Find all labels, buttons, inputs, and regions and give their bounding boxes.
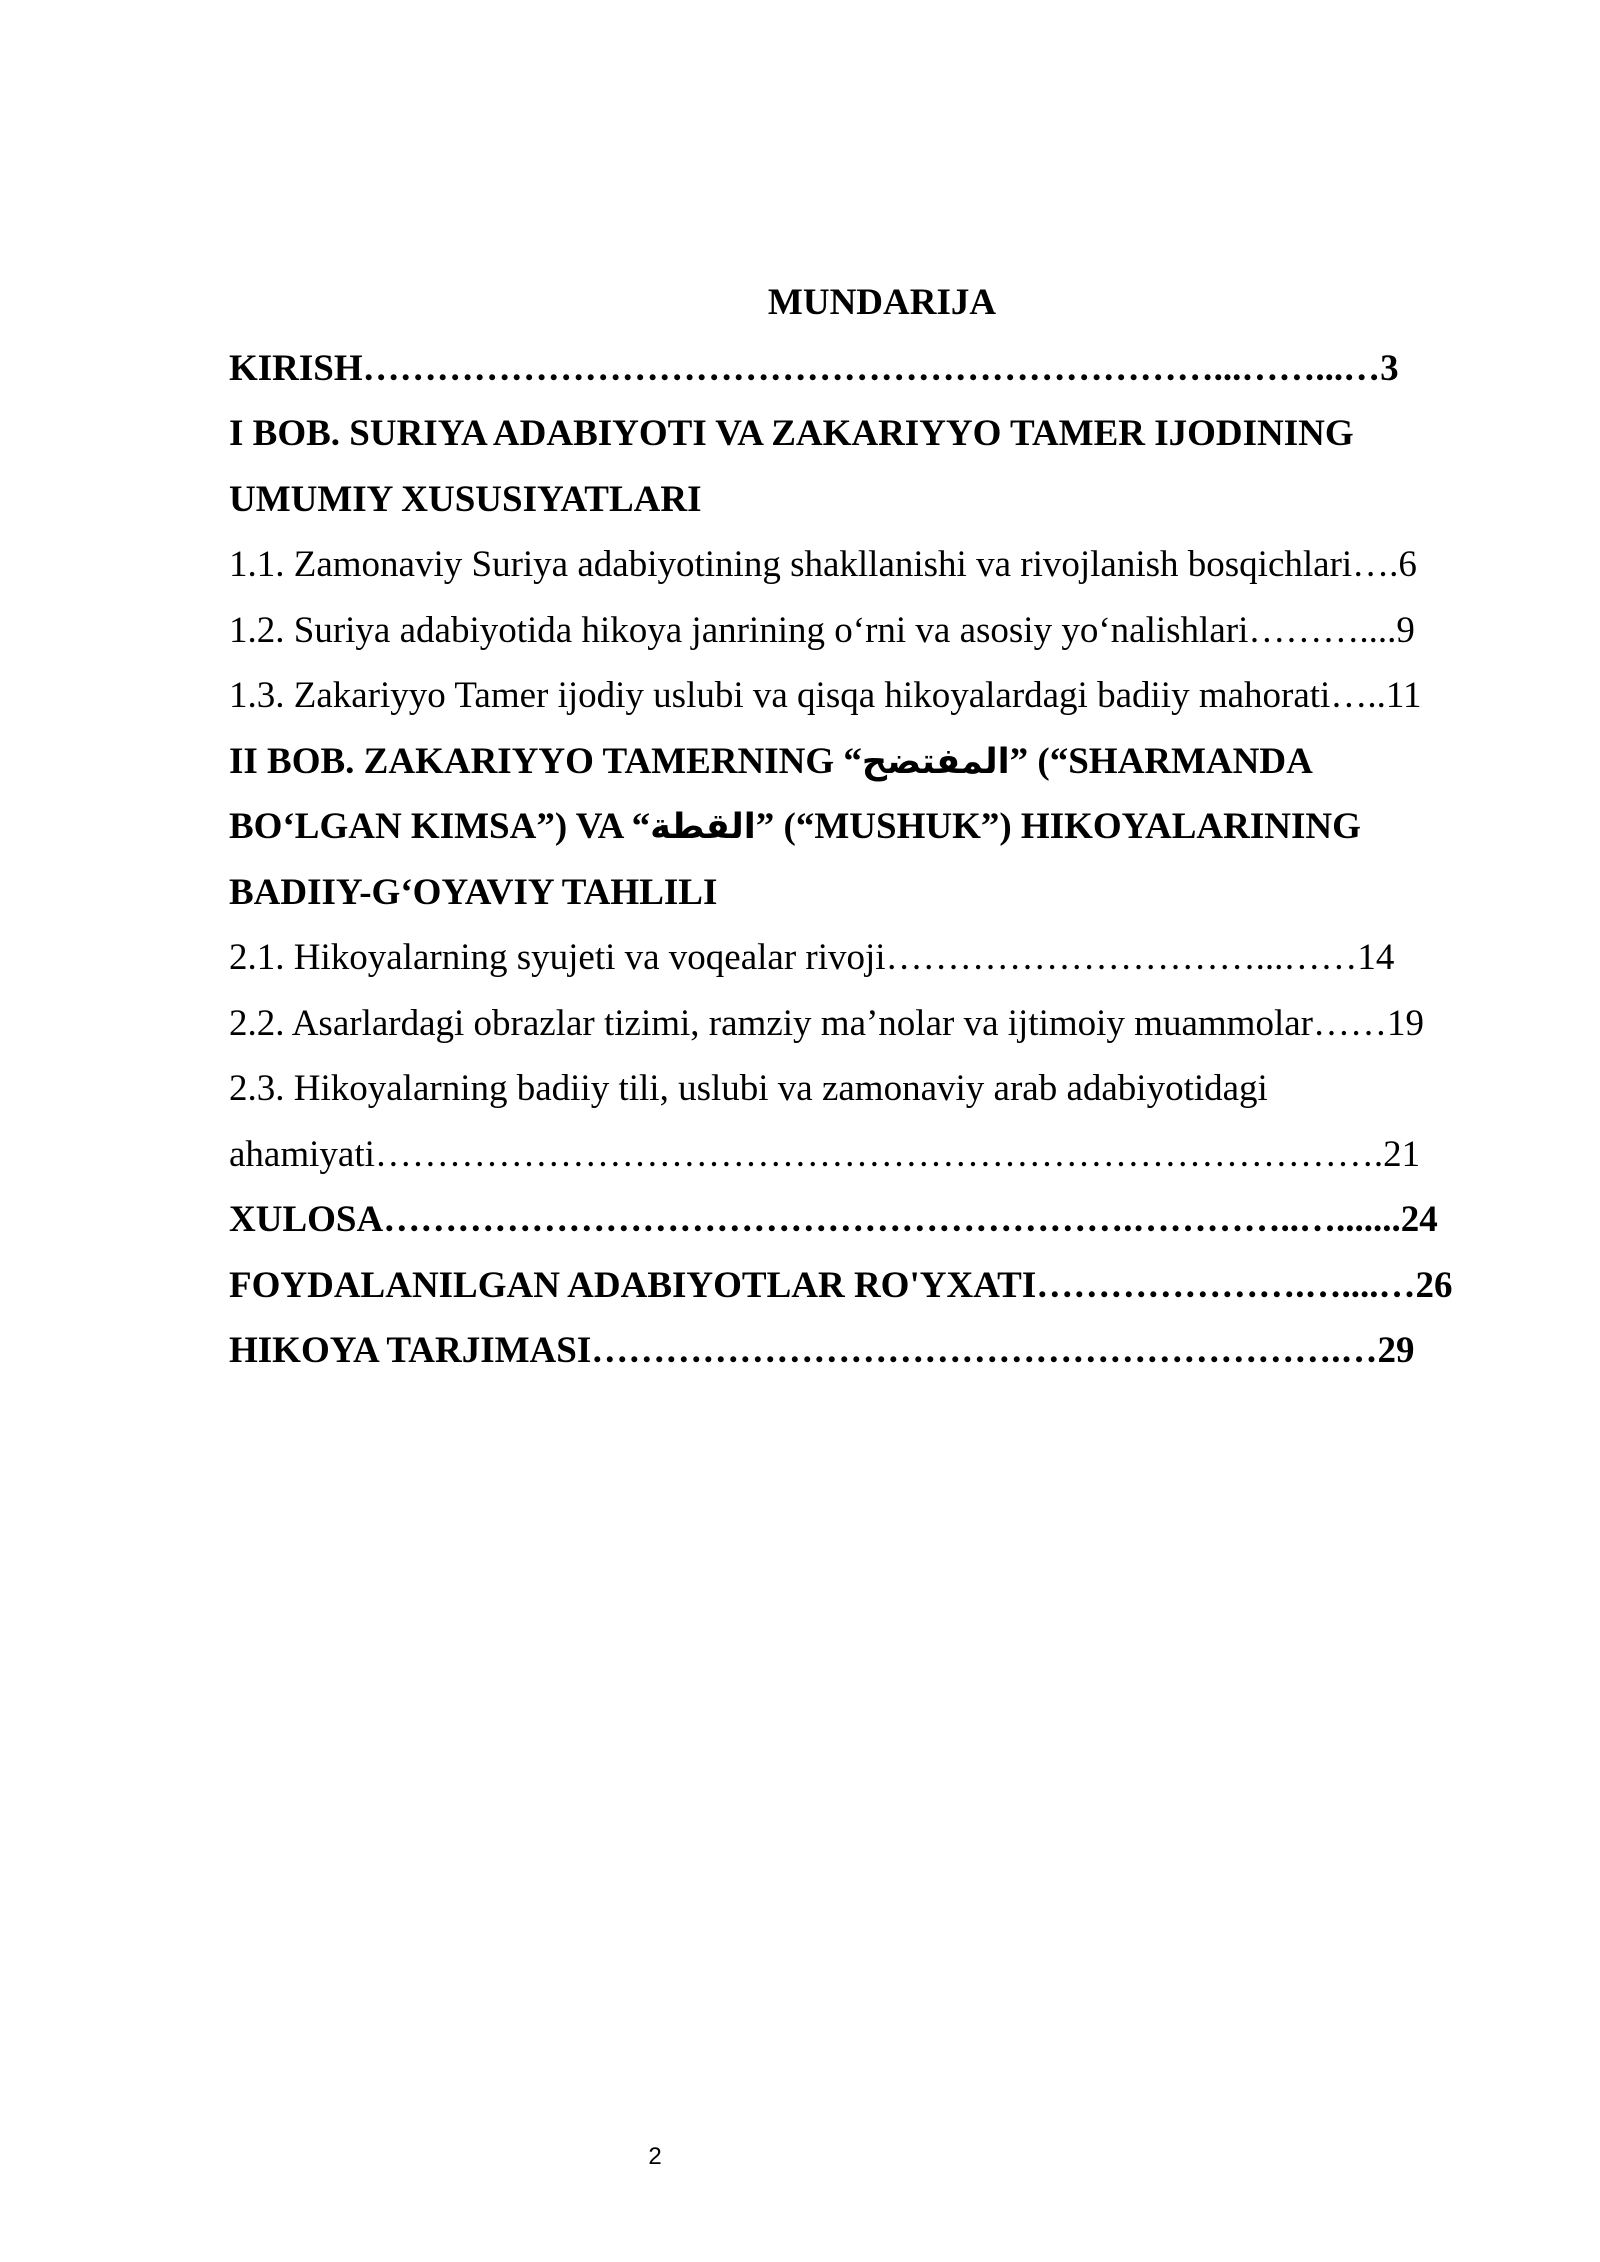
toc-entry-2-3-line-2: ahamiyati……………………………………………………………………….21 — [229, 1133, 1421, 1175]
toc-chapter-1-heading-line-2: UMUMIY XUSUSIYATLARI — [229, 478, 702, 520]
toc-title: MUNDARIJA — [767, 282, 997, 323]
chapter-2-line-1-suffix: ” (“SHARMANDA — [1009, 740, 1313, 782]
toc-chapter-2-heading-line-1 — [229, 729, 1455, 795]
toc-chapter-2-heading-line-3: BADIIY-GʻOYAVIY TAHLILI — [229, 871, 718, 913]
page-number: 2 — [648, 2143, 662, 2170]
toc-entry-translation: HIKOYA TARJIMASI…………………………………………………….…29 — [229, 1330, 1415, 1371]
toc-entry-references: FOYDALANILGAN ADABIYOTLAR RO'YXATI………………….…....…26 — [229, 1264, 1453, 1306]
toc-entry-2-3-line-1: 2.3. Hikoyalarning badiiy tili, uslubi va zamonaviy arab adabiyotidagi — [229, 1068, 1268, 1109]
arabic-title-almuftadih: المفتضح — [861, 741, 1010, 782]
toc-chapter-2-heading-line-2 — [229, 794, 1455, 860]
toc-entry-1-3: 1.3. Zakariyyo Tamer ijodiy uslubi va qisqa hikoyalardagi badiiy mahorati…..11 — [229, 675, 1422, 716]
toc-chapter-1-heading-line-1: I BOB. SURIYA ADABIYOTI VA ZAKARIYYO TAMER IJODINING — [229, 413, 1354, 454]
chapter-2-line-2-prefix: BOʻLGAN KIMSA”) VA “ — [229, 806, 651, 847]
toc-entry-kirish: KIRISH……………………………………………………………...……...…3 — [229, 347, 1399, 389]
chapter-2-line-2-suffix: ” (“MUSHUK”) HIKOYALARINING — [755, 806, 1361, 847]
toc-entry-xulosa: XULOSA…………………………………………………….…………..….......24 — [229, 1199, 1438, 1240]
arabic-title-alqitta: القطة — [650, 807, 756, 847]
toc-entry-1-1: 1.1. Zamonaviy Suriya adabiyotining shakllanishi va rivojlanish bosqichlari….6 — [229, 544, 1417, 585]
toc-entry-1-2: 1.2. Suriya adabiyotida hikoya janrining oʻrni va asosiy yoʻnalishlari………....9 — [229, 609, 1415, 651]
table-of-contents — [229, 270, 1455, 1384]
chapter-2-line-1-prefix: II BOB. ZAKARIYYO TAMERNING “ — [229, 740, 862, 782]
toc-entry-2-2: 2.2. Asarlardagi obrazlar tizimi, ramziy ma’nolar va ijtimoiy muammolar……19 — [229, 1002, 1424, 1044]
toc-entry-2-1: 2.1. Hikoyalarning syujeti va voqealar rivoji…………………………...……14 — [229, 937, 1395, 978]
